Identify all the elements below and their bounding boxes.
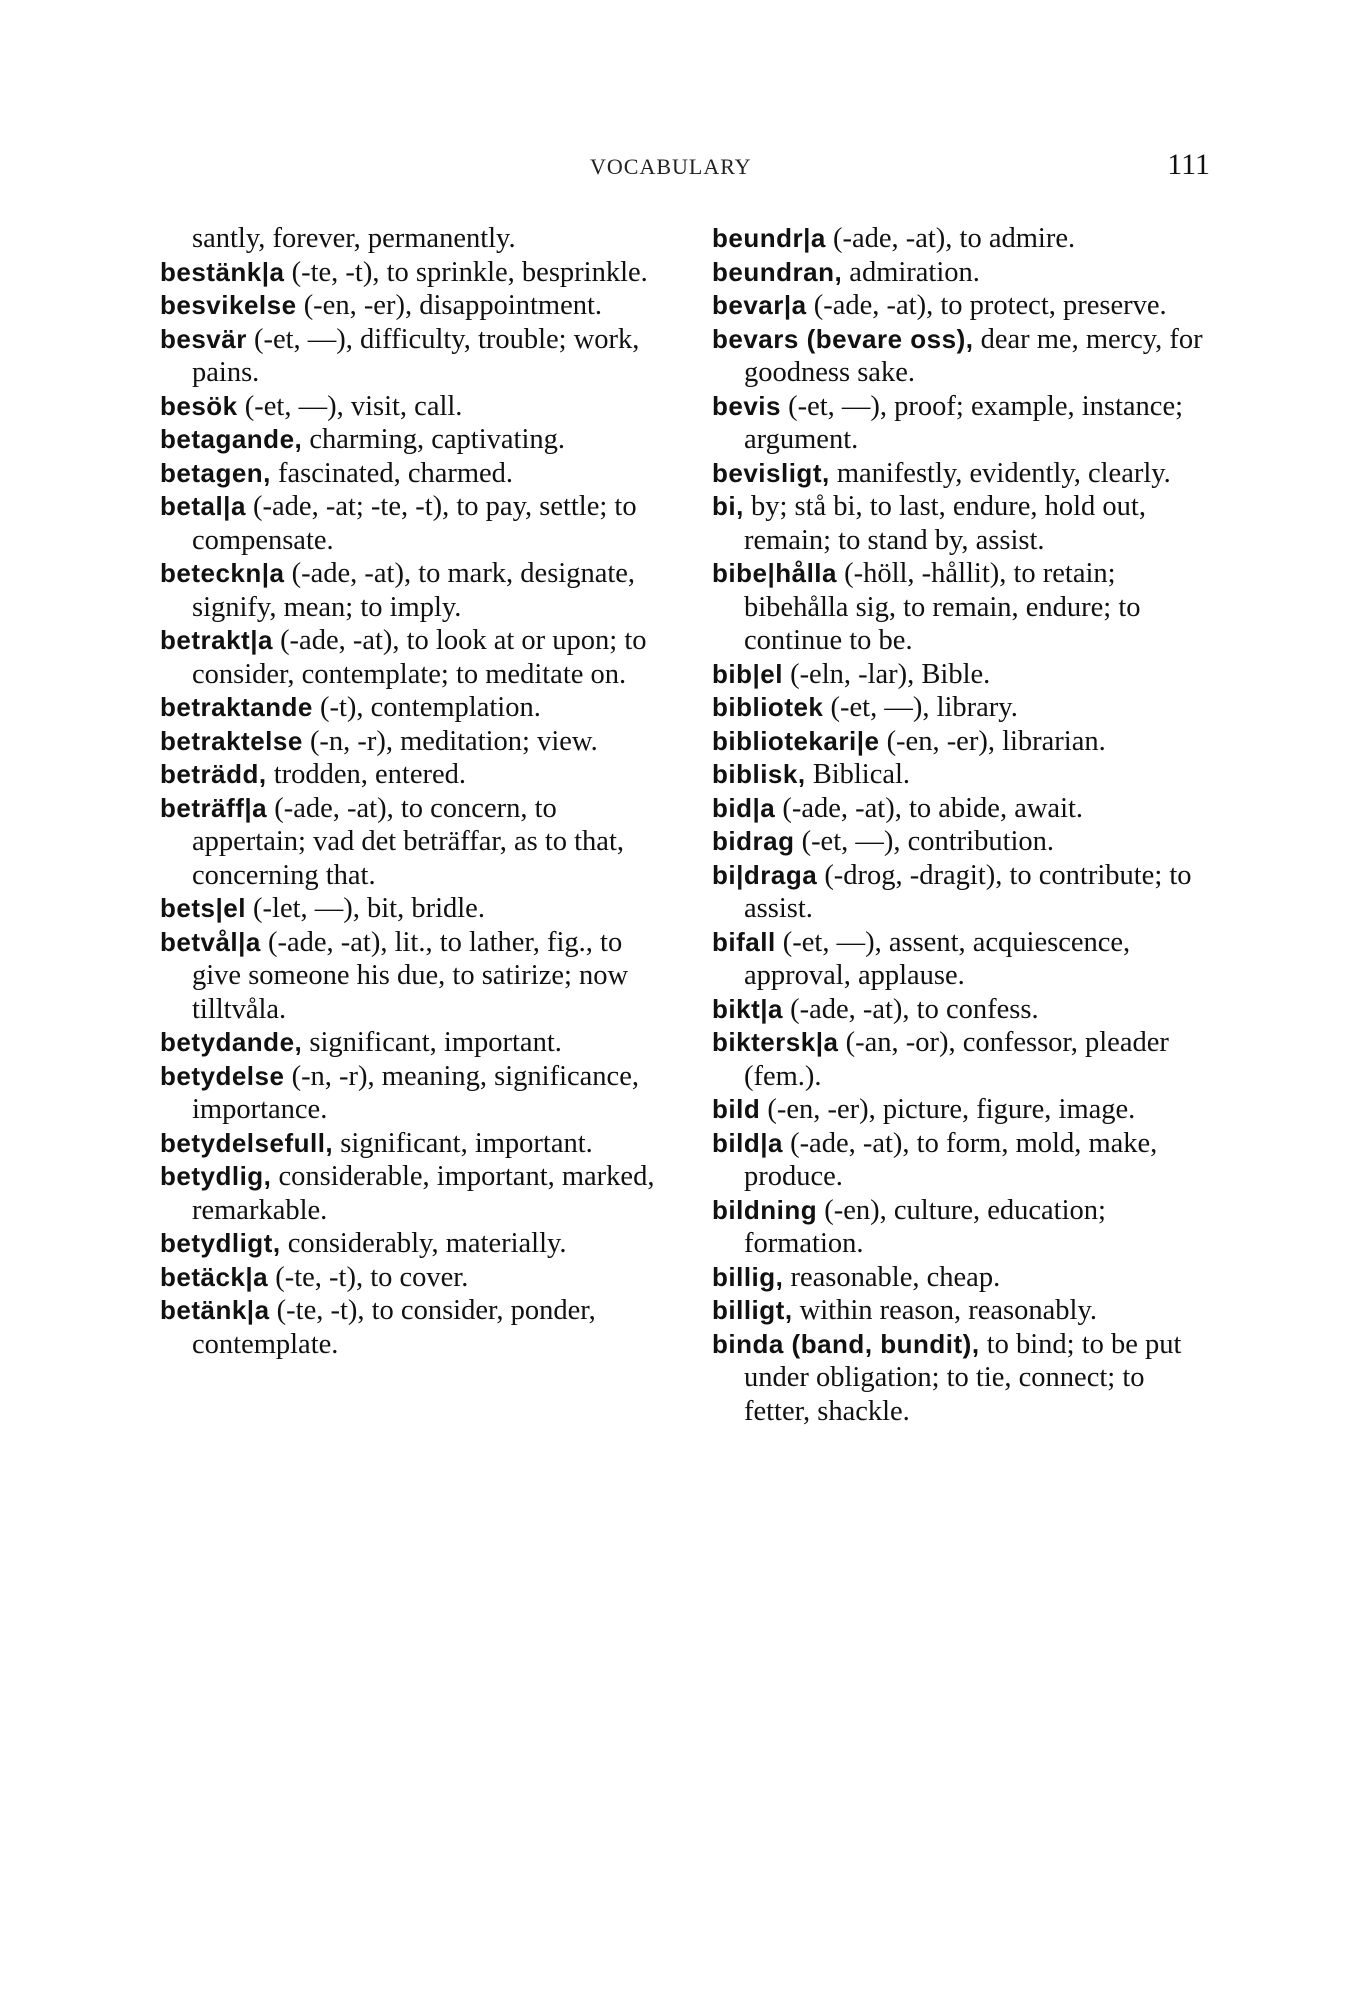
entry-definition: (-n, -r), meaning, significance, importance. — [192, 1060, 639, 1125]
dictionary-entry — [160, 758, 665, 792]
dictionary-entry — [712, 289, 1217, 323]
entry-definition: (-an, -or), confessor, pleader (fem.). — [744, 1027, 1169, 1092]
entry-headword: billig, — [712, 1261, 784, 1292]
dictionary-entry — [160, 1026, 665, 1060]
entry-definition: (-en), culture, education; formation. — [744, 1194, 1106, 1259]
entry-definition: (-ade, -at; -te, -t), to pay, settle; to compensate. — [192, 491, 637, 556]
dictionary-entry — [160, 1294, 665, 1361]
dictionary-entry — [712, 926, 1217, 993]
entry-definition: (-et, —), difficulty, trouble; work, pains. — [192, 323, 640, 388]
dictionary-entry — [712, 1093, 1217, 1127]
entry-definition: (-en, -er), disappointment. — [296, 290, 603, 321]
entry-headword: beundran, — [712, 256, 843, 287]
entry-headword: bid|a — [712, 792, 776, 823]
dictionary-entry — [160, 725, 665, 759]
entry-headword: bild|a — [712, 1127, 783, 1158]
entry-headword: betraktelse — [160, 725, 303, 756]
dictionary-entry — [712, 993, 1217, 1027]
entry-headword: bildning — [712, 1194, 818, 1225]
dictionary-entry — [160, 256, 665, 290]
entry-definition: (-et, —), contribution. — [794, 826, 1055, 857]
entry-definition: reasonable, cheap. — [783, 1261, 1001, 1293]
dictionary-entry — [712, 256, 1217, 290]
entry-headword: bikt|a — [712, 993, 783, 1024]
dictionary-entry — [160, 289, 665, 323]
entry-headword: betydelse — [160, 1060, 285, 1091]
dictionary-entry — [160, 926, 665, 1027]
dictionary-entry — [712, 557, 1217, 658]
dictionary-entry — [160, 557, 665, 624]
dictionary-entry — [160, 222, 665, 256]
page-number: 111 — [1167, 148, 1210, 181]
entry-definition: (-et, —), proof; example, instance; argument. — [744, 390, 1184, 455]
entry-definition: (-drog, -dragit), to contribute; to assist. — [744, 859, 1192, 924]
entry-headword: beträdd, — [160, 759, 267, 789]
entry-definition: (-ade, -at), to confess. — [782, 993, 1039, 1025]
dictionary-entry — [712, 1194, 1217, 1261]
entry-headword: beundr|a — [712, 223, 826, 253]
entry-definition: (-te, -t), to consider, ponder, contemplate. — [192, 1295, 596, 1360]
left-column — [160, 222, 665, 1361]
entry-headword: biktersk|a — [712, 1027, 839, 1057]
entry-headword: billigt, — [712, 1295, 793, 1325]
entry-headword: betagen, — [160, 457, 271, 488]
entry-headword: bild — [712, 1094, 761, 1124]
entry-definition: dear me, mercy, for goodness sake. — [744, 323, 1203, 388]
dictionary-entry — [712, 1261, 1217, 1295]
entry-headword: bibliotekari|e — [712, 725, 880, 756]
entry-headword: bi, — [712, 491, 744, 521]
dictionary-entry — [712, 390, 1217, 457]
entry-definition: (-ade, -at), to admire. — [825, 223, 1076, 254]
dictionary-entry — [160, 490, 665, 557]
entry-headword: betänk|a — [160, 1295, 270, 1325]
entry-definition: (-ade, -at), to form, mold, make, produce. — [744, 1127, 1158, 1192]
dictionary-entry — [712, 825, 1217, 859]
entry-definition: (-en, -er), librarian. — [879, 725, 1106, 757]
dictionary-entry — [160, 1227, 665, 1261]
entry-headword: bevar|a — [712, 290, 807, 320]
page-header — [160, 148, 1210, 188]
dictionary-entry — [712, 758, 1217, 792]
dictionary-entry — [160, 457, 665, 491]
entry-definition: (-te, -t), to sprinkle, besprinkle. — [284, 256, 648, 288]
dictionary-entry — [160, 792, 665, 893]
entry-headword: biblisk, — [712, 759, 806, 789]
entry-definition: (-eln, -lar), Bible. — [782, 658, 991, 690]
entry-headword: bidrag — [712, 826, 795, 856]
entry-headword: besök — [160, 390, 238, 421]
entry-headword: bestänk|a — [160, 256, 285, 287]
dictionary-entry — [712, 1294, 1217, 1328]
dictionary-entry — [160, 892, 665, 926]
entry-headword: betraktande — [160, 692, 313, 722]
entry-headword: betal|a — [160, 491, 246, 521]
entry-headword: bets|el — [160, 893, 246, 923]
dictionary-entry — [160, 624, 665, 691]
entry-definition: by; stå bi, to last, endure, hold out, remain; to stand by, assist. — [743, 491, 1146, 556]
entry-definition: (-et, —), assent, acquiescence, approval, applause. — [744, 926, 1131, 991]
right-column — [712, 222, 1217, 1428]
entry-headword: betrakt|a — [160, 625, 273, 655]
entry-headword: betydande, — [160, 1027, 303, 1057]
entry-headword: beträff|a — [160, 792, 268, 823]
entry-definition: (-let, —), bit, bridle. — [245, 893, 485, 924]
entry-definition: (-ade, -at), to look at or upon; to consider, contemplate; to meditate on. — [192, 625, 647, 690]
dictionary-entry — [712, 658, 1217, 692]
running-head: VOCABULARY — [590, 154, 752, 179]
entry-headword: bib|el — [712, 658, 783, 689]
entry-definition: within reason, reasonably. — [792, 1295, 1097, 1326]
entry-headword: binda (band, bundit), — [712, 1328, 980, 1359]
entry-headword: betydlig, — [160, 1161, 272, 1191]
entry-headword: bibe|hålla — [712, 558, 837, 588]
entry-definition: (-ade, -at), to protect, preserve. — [806, 290, 1167, 321]
dictionary-entry — [712, 1026, 1217, 1093]
dictionary-entry — [712, 323, 1217, 390]
entry-definition: (-höll, -hållit), to retain; bibehålla sig, to remain, endure; to continue to be. — [744, 558, 1141, 656]
dictionary-entry — [160, 390, 665, 424]
entry-headword: bifall — [712, 926, 776, 957]
dictionary-entry — [712, 725, 1217, 759]
entry-headword: besvikelse — [160, 290, 297, 320]
entry-headword: bibliotek — [712, 692, 824, 722]
entry-definition: significant, important. — [302, 1027, 562, 1058]
entry-definition: santly, forever, permanently. — [192, 223, 516, 254]
entry-definition: (-ade, -at), to abide, await. — [775, 792, 1084, 824]
dictionary-entry — [160, 1160, 665, 1227]
dictionary-entry — [712, 457, 1217, 491]
dictionary-entry — [712, 1127, 1217, 1194]
entry-definition: (-n, -r), meditation; view. — [302, 725, 598, 757]
dictionary-entry — [712, 1328, 1217, 1429]
entry-definition: (-te, -t), to cover. — [268, 1261, 469, 1293]
entry-headword: betydelsefull, — [160, 1127, 334, 1158]
entry-definition: (-ade, -at), to concern, to appertain; vad det beträffar, as to that, concerning that. — [192, 792, 624, 891]
entry-headword: bevisligt, — [712, 457, 830, 488]
entry-definition: charming, captivating. — [302, 424, 565, 455]
entry-definition: to bind; to be put under obligation; to tie, connect; to fetter, shackle. — [744, 1328, 1182, 1427]
entry-headword: bi|draga — [712, 859, 818, 890]
entry-definition: (-ade, -at), to mark, designate, signify, mean; to imply. — [192, 558, 636, 623]
entry-definition: (-et, —), library. — [823, 692, 1018, 723]
entry-definition: (-ade, -at), lit., to lather, fig., to give someone his due, to satirize; now tilltvåla. — [192, 926, 629, 1025]
dictionary-entry — [712, 222, 1217, 256]
entry-definition: significant, important. — [333, 1127, 593, 1159]
dictionary-entry — [160, 691, 665, 725]
dictionary-entry — [160, 323, 665, 390]
entry-definition: considerably, materially. — [280, 1228, 567, 1259]
entry-definition: (-et, —), visit, call. — [237, 390, 463, 422]
dictionary-entry — [712, 490, 1217, 557]
dictionary-entry — [712, 859, 1217, 926]
dictionary-entry — [712, 792, 1217, 826]
entry-headword: betäck|a — [160, 1261, 269, 1292]
dictionary-entry — [160, 1127, 665, 1161]
entry-headword: betydligt, — [160, 1228, 281, 1258]
entry-definition: (-en, -er), picture, figure, image. — [760, 1094, 1136, 1125]
entry-headword: bevars (bevare oss), — [712, 323, 974, 354]
entry-definition: admiration. — [842, 256, 980, 288]
entry-headword: betagande, — [160, 424, 303, 454]
entry-definition: Biblical. — [805, 759, 911, 790]
dictionary-entry — [712, 691, 1217, 725]
entry-definition: fascinated, charmed. — [270, 457, 514, 489]
entry-definition: trodden, entered. — [266, 759, 466, 790]
dictionary-entry — [160, 1261, 665, 1295]
entry-definition: (-t), contemplation. — [312, 692, 541, 723]
entry-definition: considerable, important, marked, remarkable. — [192, 1161, 655, 1226]
entry-headword: besvär — [160, 323, 247, 354]
entry-headword: bevis — [712, 390, 781, 421]
dictionary-entry — [160, 1060, 665, 1127]
entry-headword: betvål|a — [160, 926, 261, 957]
entry-definition: manifestly, evidently, clearly. — [829, 457, 1171, 489]
entry-headword: beteckn|a — [160, 558, 285, 588]
dictionary-entry — [160, 423, 665, 457]
